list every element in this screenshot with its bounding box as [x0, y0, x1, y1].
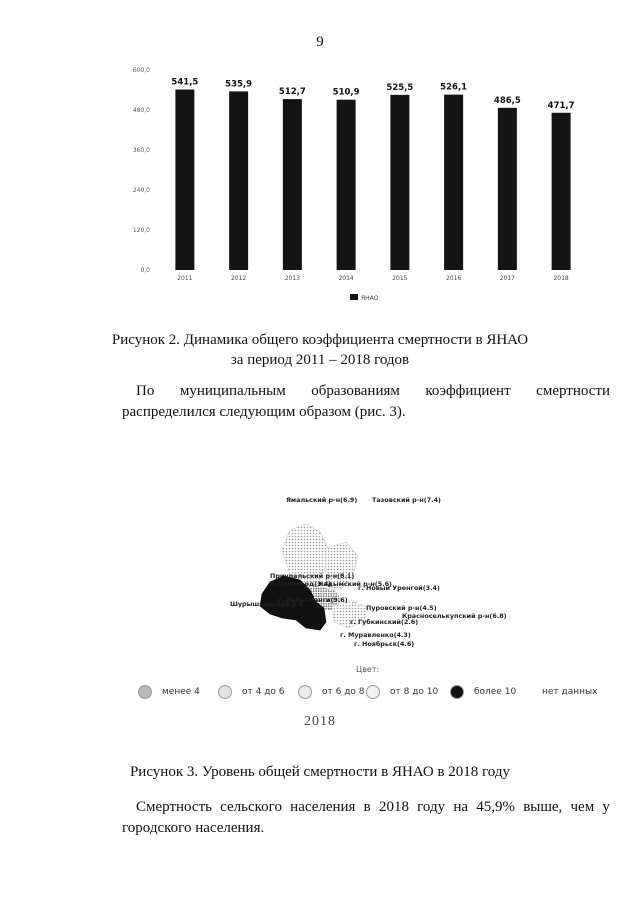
para-word: чем: [570, 799, 595, 815]
data-label: 535,9: [225, 79, 253, 90]
paragraph-municipal-line1: [122, 381, 610, 402]
legend-label: от 6 до 8: [322, 687, 365, 697]
map-label-taz: Тазовский р-н(7.4): [372, 496, 441, 504]
legend-swatch-less-4: [138, 685, 152, 699]
legend-item: [520, 683, 597, 701]
map-label-purovsky: Пуровский р-н(4.5): [366, 604, 437, 612]
map-label-muravlenko: г. Муравленко(4.3): [340, 631, 411, 639]
map-label-salekhard: г. Салехард(3.4): [270, 580, 332, 588]
legend-item: [138, 683, 200, 701]
legend-label: нет данных: [542, 687, 598, 697]
map-label-gubkinsky: г. Губкинский(2.6): [350, 618, 419, 626]
data-label: 471,7: [547, 100, 575, 111]
legend-swatch-8-10: [366, 685, 380, 699]
legend-label: от 4 до 6: [242, 687, 285, 697]
legend-label: более 10: [474, 687, 517, 697]
map-label-yamal: Ямальский р-н(6.9): [286, 496, 358, 504]
data-label: 486,5: [493, 95, 521, 106]
paragraph-municipal: [122, 381, 610, 423]
figure2-caption-line2: за период 2011 – 2018 годов: [230, 352, 410, 368]
para-word: смертности: [536, 383, 610, 399]
map-legend: [138, 683, 618, 701]
figure2-caption-line1: Рисунок 2. Динамика общего коэффициента смертности в ЯНАО: [111, 332, 529, 348]
y-tick-label: 480,0: [132, 107, 150, 114]
legend-item: [298, 683, 365, 701]
para-word: населения: [290, 799, 356, 815]
bar: [175, 90, 194, 271]
map-label-novy-urengoy: г. Новый Уренгой(3.4): [358, 584, 440, 592]
y-tick-label: 360,0: [132, 147, 150, 154]
page-number: 9: [316, 34, 324, 50]
y-tick-label: 0,0: [140, 267, 150, 274]
bar: [552, 113, 571, 270]
x-tick-label: 2014: [338, 275, 354, 282]
y-tick-label: 600,0: [132, 67, 150, 74]
para-word: году: [417, 799, 446, 815]
para-word: выше,: [523, 799, 563, 815]
para-word: По: [136, 383, 155, 399]
legend-item: [218, 683, 285, 701]
map-legend-title: Цвет:: [356, 665, 380, 674]
para-word: муниципальным: [179, 383, 286, 399]
map-label-krasnoselkup: Красноселькупский р-н(6.8): [402, 612, 507, 620]
mortality-bar-chart: [118, 60, 598, 310]
data-label: 510,9: [332, 87, 360, 98]
legend-swatch-no-data: [520, 686, 532, 698]
para-word: на: [453, 799, 469, 815]
map-label-labytnangi: г. Лабытнанги(9.6): [278, 596, 348, 604]
legend-item: [450, 683, 516, 701]
x-tick-label: 2011: [177, 275, 193, 282]
map-label-noyabrsk: г. Ноябрьск(4.6): [354, 640, 415, 648]
y-tick-label: 120,0: [132, 227, 150, 234]
para-word: 45,9%: [476, 799, 515, 815]
legend-item: [366, 683, 438, 701]
para-word: образованиям: [311, 383, 400, 399]
data-label: 541,5: [171, 77, 199, 88]
data-label: 525,5: [386, 82, 414, 93]
x-tick-label: 2017: [499, 275, 516, 282]
para-word: коэффициент: [425, 383, 511, 399]
map-label-shuryshkar: Шурышкарский р-н: [230, 600, 304, 608]
bar-chart-svg: [118, 60, 598, 310]
data-label: 512,7: [278, 87, 306, 98]
para-word: сельского: [220, 799, 282, 815]
paragraph-rural-line2: городского населения.: [122, 820, 265, 836]
bar: [498, 108, 517, 270]
x-tick-label: 2012: [230, 275, 247, 282]
figure2-caption: [0, 330, 640, 370]
paragraph-rural: [122, 797, 610, 839]
bar: [337, 100, 356, 270]
data-label: 526,1: [440, 82, 468, 93]
x-tick-label: 2015: [392, 275, 408, 282]
legend-swatch-4-6: [218, 685, 232, 699]
legend-label: от 8 до 10: [390, 687, 439, 697]
legend-label: ЯНАО: [361, 295, 379, 302]
figure3-caption: Рисунок 3. Уровень общей смертности в ЯНАО в 2018 году: [129, 764, 511, 780]
legend-swatch-more-10: [450, 685, 464, 699]
para-word: Смертность: [136, 799, 212, 815]
map-label-priuralsky: Приуральский р-н(8.1): [270, 572, 355, 580]
map-year: 2018: [304, 714, 336, 729]
map-label-nadym: Надымский р-н(5.6): [318, 580, 392, 588]
x-tick-label: 2013: [284, 275, 301, 282]
bar: [283, 99, 302, 270]
legend-swatch-6-8: [298, 685, 312, 699]
x-tick-label: 2018: [553, 275, 569, 282]
bar: [390, 95, 409, 270]
para-word: в: [363, 799, 371, 815]
para-word: 2018: [378, 799, 409, 815]
legend-swatch: [350, 294, 358, 300]
paragraph-rural-line1: [122, 797, 610, 818]
bar: [229, 91, 248, 270]
paragraph-municipal-line2: распределился следующим образом (рис. 3).: [122, 404, 406, 420]
legend-label: менее 4: [162, 687, 200, 697]
bar: [444, 95, 463, 270]
y-tick-label: 240,0: [132, 187, 150, 194]
x-tick-label: 2016: [445, 275, 462, 282]
para-word: у: [602, 799, 610, 815]
